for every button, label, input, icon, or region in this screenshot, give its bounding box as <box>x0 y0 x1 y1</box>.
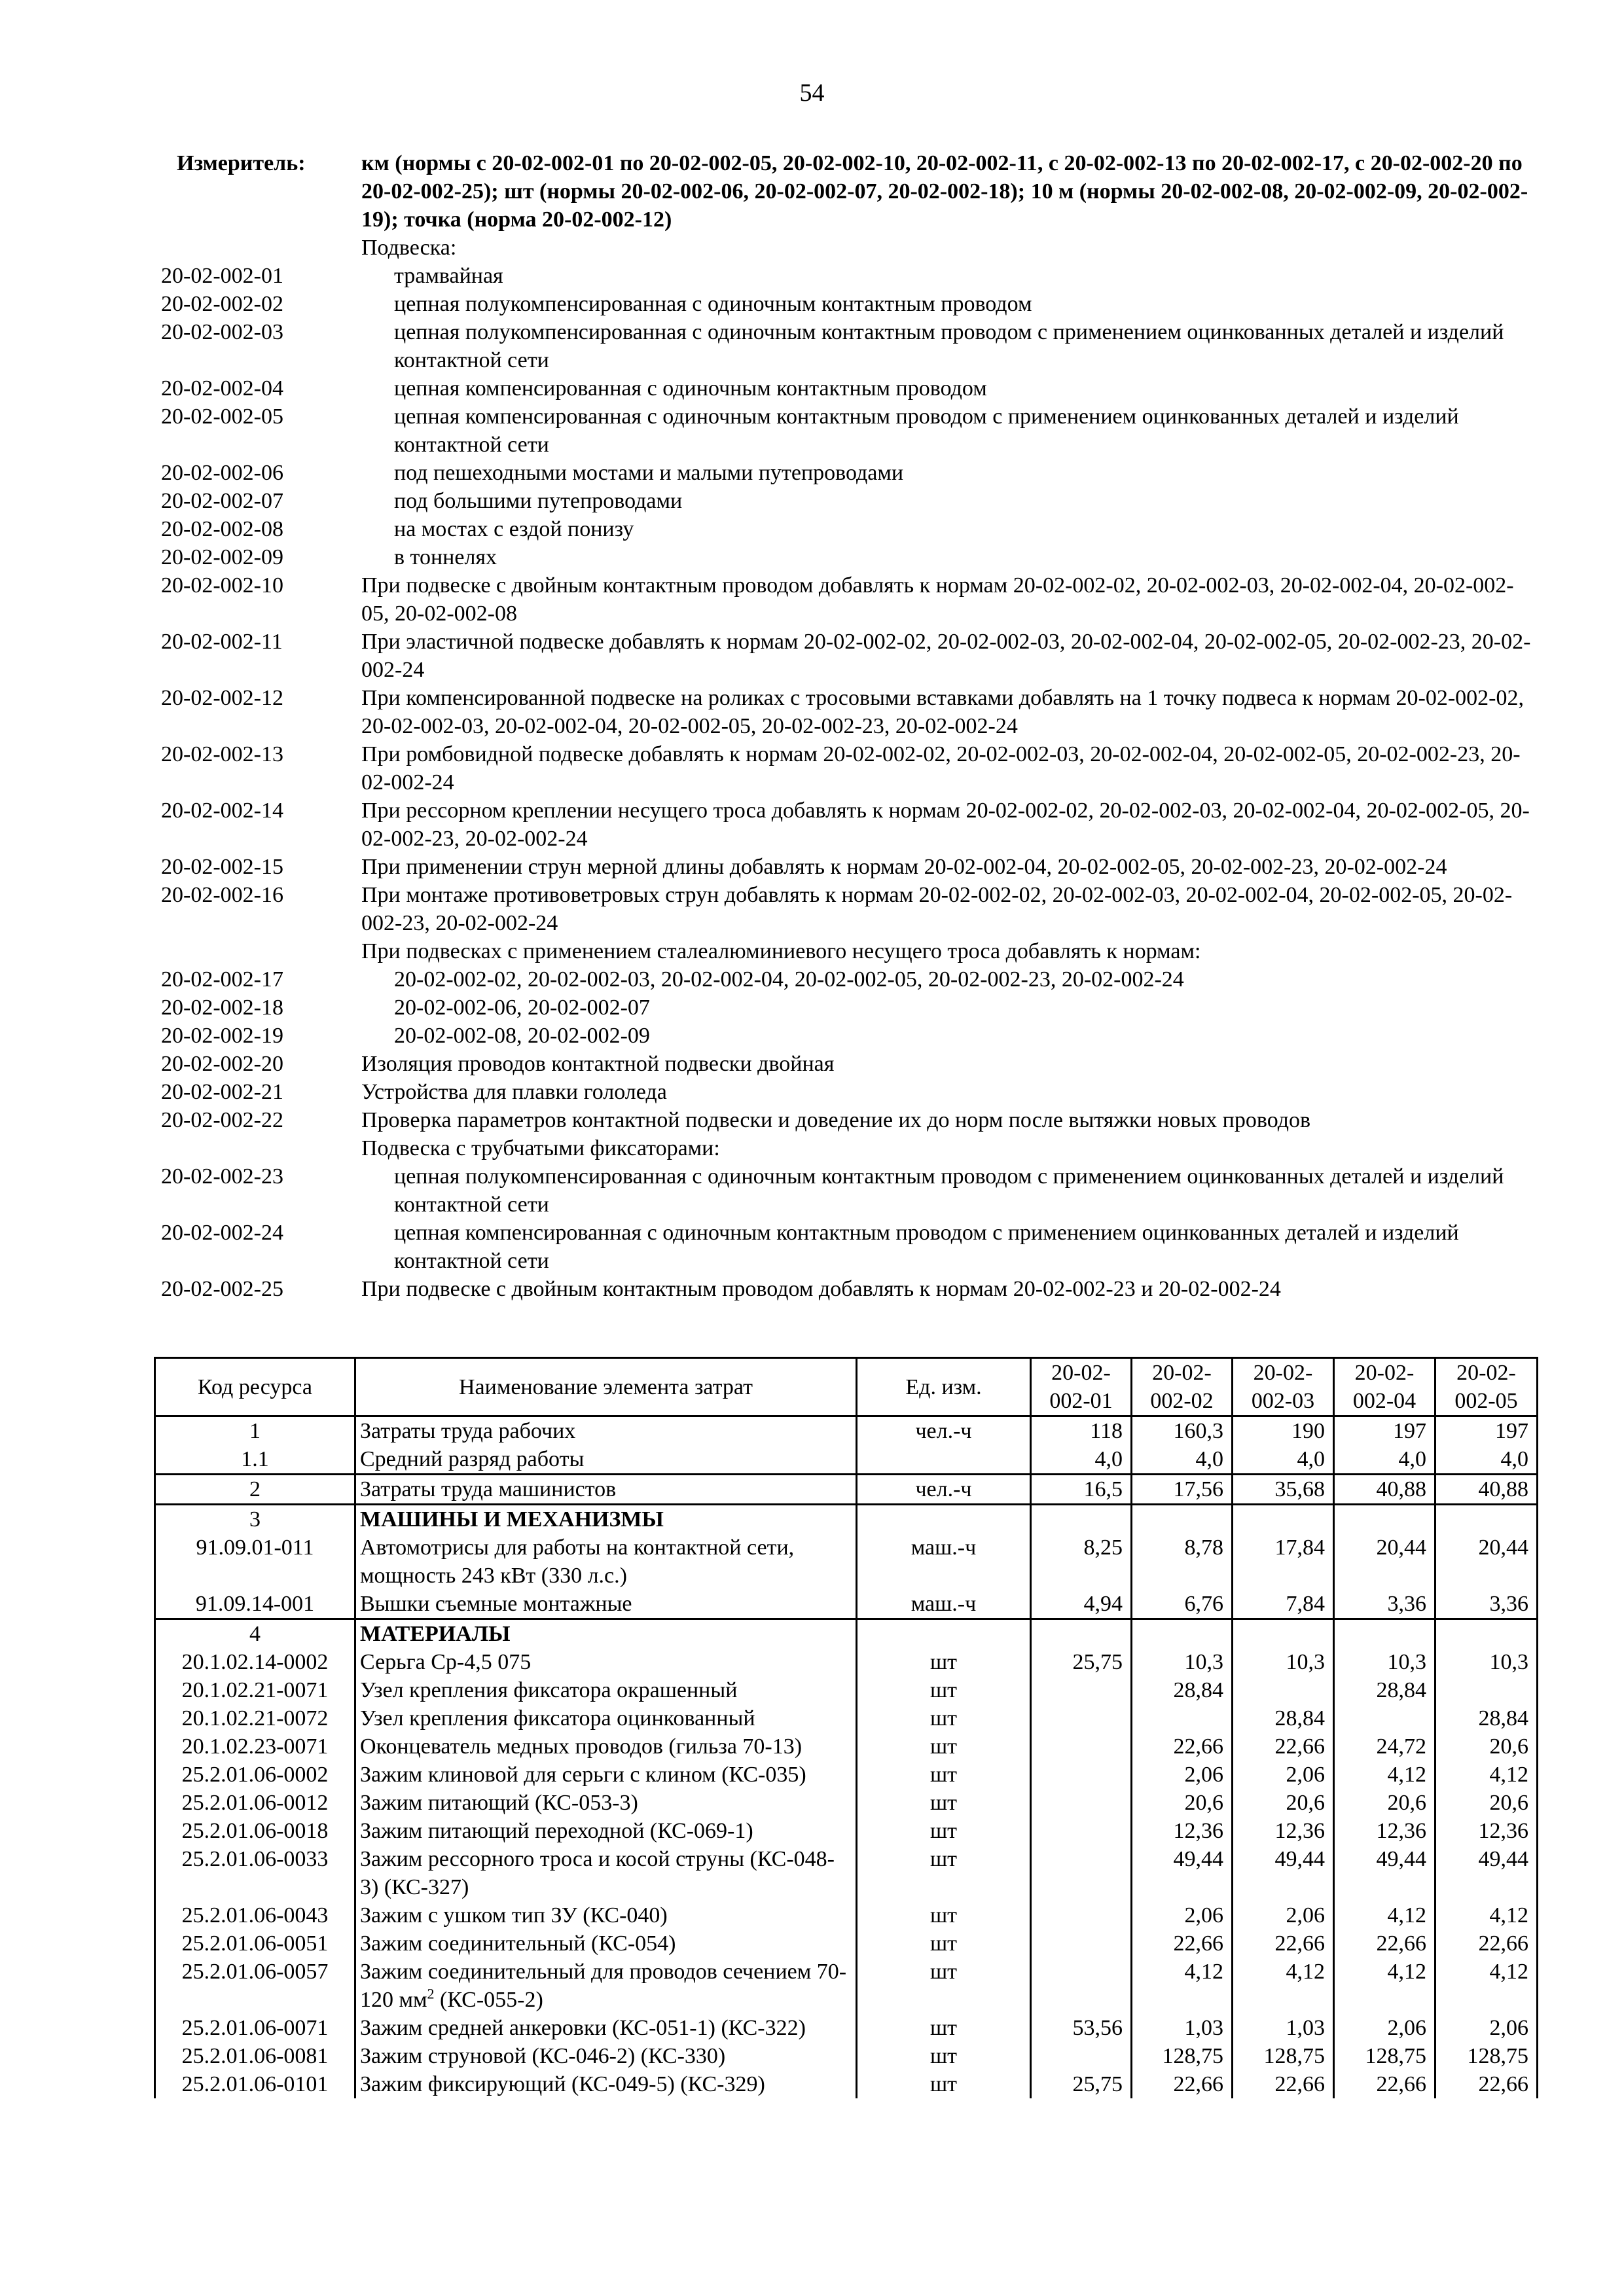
norm-row <box>0 318 1624 374</box>
value-cell <box>1031 1901 1132 1929</box>
header-col-1: 20-02-002-01 <box>1031 1358 1132 1416</box>
table-row <box>155 1648 1538 1676</box>
value-cell: 22,66 <box>1132 1929 1233 1958</box>
value-cell: 20,6 <box>1233 1789 1334 1817</box>
value-cell: 28,84 <box>1334 1676 1435 1704</box>
resource-name: Зажим средней анкеровки (КС-051-1) (КС-322) <box>355 2014 857 2042</box>
value-cell: 4,12 <box>1334 1958 1435 2014</box>
table-header-row <box>155 1358 1538 1416</box>
value-cell: 4,0 <box>1334 1445 1435 1475</box>
resource-code: 25.2.01.06-0101 <box>155 2070 355 2098</box>
resource-name: Зажим рессорного троса и косой струны (КС-048-3) (КС-327) <box>355 1845 857 1901</box>
value-cell: 4,12 <box>1435 1761 1538 1789</box>
value-cell <box>1132 1704 1233 1732</box>
resource-name: Затраты труда машинистов <box>355 1475 857 1505</box>
norm-description: При эластичной подвеске добавлять к нормам 20-02-002-02, 20-02-002-03, 20-02-002-04, 20-02-002-05, 20-02-002-23, 20-02-002-24 <box>361 630 1531 682</box>
resource-name: Средний разряд работы <box>355 1445 857 1475</box>
value-cell: 4,12 <box>1334 1901 1435 1929</box>
norm-description: Устройства для плавки гололеда <box>361 1080 667 1104</box>
value-cell: 160,3 <box>1132 1416 1233 1446</box>
resource-code: 25.2.01.06-0018 <box>155 1817 355 1845</box>
value-cell: 28,84 <box>1233 1704 1334 1732</box>
value-cell <box>1031 1761 1132 1789</box>
measure-label: Измеритель: <box>177 151 306 175</box>
norm-description: Подвеска с трубчатыми фиксаторами: <box>361 1136 720 1160</box>
value-cell <box>1031 1845 1132 1901</box>
resource-unit: шт <box>857 2042 1031 2070</box>
table-row <box>155 1901 1538 1929</box>
value-cell: 10,3 <box>1334 1648 1435 1676</box>
norm-description: 20-02-002-06, 20-02-002-07 <box>394 996 650 1020</box>
norm-code: 20-02-002-25 <box>161 1277 283 1301</box>
resource-name: Зажим клиновой для серьги с клином (КС-035) <box>355 1761 857 1789</box>
norm-row <box>0 881 1624 937</box>
value-cell: 20,6 <box>1435 1789 1538 1817</box>
norm-code: 20-02-002-15 <box>161 855 283 879</box>
norm-code: 20-02-002-18 <box>161 996 283 1020</box>
value-cell: 4,0 <box>1031 1445 1132 1475</box>
table-row <box>155 1789 1538 1817</box>
resource-code: 91.09.01-011 <box>155 1534 355 1590</box>
norms-list <box>0 234 1624 1303</box>
value-cell: 4,12 <box>1233 1958 1334 2014</box>
norm-description: цепная компенсированная с одиночным контактным проводом с применением оцинкованных деталей и изделий контактной сети <box>394 404 1459 457</box>
resource-unit: шт <box>857 1648 1031 1676</box>
value-cell: 49,44 <box>1435 1845 1538 1901</box>
norm-row <box>0 965 1624 994</box>
value-cell: 40,88 <box>1334 1475 1435 1505</box>
resource-code: 1.1 <box>155 1445 355 1475</box>
value-cell: 4,12 <box>1435 1958 1538 2014</box>
header-col-3: 20-02-002-03 <box>1233 1358 1334 1416</box>
value-cell <box>1031 1789 1132 1817</box>
resource-code: 25.2.01.06-0033 <box>155 1845 355 1901</box>
value-cell <box>1233 1505 1334 1534</box>
value-cell: 22,66 <box>1435 1929 1538 1958</box>
unit-superscript: 2 <box>427 1985 435 2002</box>
norm-code: 20-02-002-20 <box>161 1052 283 1076</box>
value-cell: 16,5 <box>1031 1475 1132 1505</box>
table-row <box>155 1590 1538 1619</box>
value-cell: 10,3 <box>1233 1648 1334 1676</box>
norm-code: 20-02-002-08 <box>161 517 283 541</box>
table-row <box>155 1817 1538 1845</box>
value-cell <box>1031 1619 1132 1649</box>
table-row <box>155 2014 1538 2042</box>
resource-unit: шт <box>857 1817 1031 1845</box>
resource-name: Зажим питающий переходной (КС-069-1) <box>355 1817 857 1845</box>
norm-row <box>0 1134 1624 1162</box>
value-cell: 2,06 <box>1132 1761 1233 1789</box>
norm-description: трамвайная <box>394 264 503 288</box>
norm-description: цепная компенсированная с одиночным контактным проводом с применением оцинкованных деталей и изделий контактной сети <box>394 1221 1459 1273</box>
value-cell: 35,68 <box>1233 1475 1334 1505</box>
norm-code: 20-02-002-11 <box>161 630 283 654</box>
value-cell: 1,03 <box>1233 2014 1334 2042</box>
resource-unit: шт <box>857 1732 1031 1761</box>
value-cell: 3,36 <box>1334 1590 1435 1619</box>
norm-description: в тоннелях <box>394 545 497 569</box>
norm-code: 20-02-002-21 <box>161 1080 283 1104</box>
norm-row <box>0 403 1624 459</box>
table-row <box>155 1534 1538 1590</box>
value-cell: 197 <box>1435 1416 1538 1446</box>
norm-code: 20-02-002-09 <box>161 545 283 569</box>
norm-row <box>0 290 1624 318</box>
value-cell: 22,66 <box>1132 1732 1233 1761</box>
header-code: Код ресурса <box>155 1358 355 1416</box>
value-cell: 25,75 <box>1031 2070 1132 2098</box>
norm-description: При монтаже противоветровых струн добавлять к нормам 20-02-002-02, 20-02-002-03, 20-02-002-04, 20-02-002-05, 20-02-002-23, 20-02-002-24 <box>361 883 1513 935</box>
header-name: Наименование элемента затрат <box>355 1358 857 1416</box>
norm-row <box>0 1022 1624 1050</box>
norm-description: Проверка параметров контактной подвески и доведение их до норм после вытяжки новых проводов <box>361 1108 1311 1132</box>
value-cell: 25,75 <box>1031 1648 1132 1676</box>
value-cell: 2,06 <box>1132 1901 1233 1929</box>
value-cell: 20,6 <box>1334 1789 1435 1817</box>
resource-code: 1 <box>155 1416 355 1446</box>
value-cell <box>1132 1619 1233 1649</box>
header-col-5: 20-02-002-05 <box>1435 1358 1538 1416</box>
table-row <box>155 1505 1538 1534</box>
value-cell: 6,76 <box>1132 1590 1233 1619</box>
table-row <box>155 1704 1538 1732</box>
value-cell: 24,72 <box>1334 1732 1435 1761</box>
value-cell: 3,36 <box>1435 1590 1538 1619</box>
resource-code: 2 <box>155 1475 355 1505</box>
norm-code: 20-02-002-19 <box>161 1024 283 1048</box>
resource-code: 25.2.01.06-0002 <box>155 1761 355 1789</box>
value-cell: 2,06 <box>1233 1901 1334 1929</box>
value-cell: 128,75 <box>1233 2042 1334 2070</box>
norm-code: 20-02-002-04 <box>161 376 283 401</box>
value-cell: 22,66 <box>1334 1929 1435 1958</box>
norm-description: Подвеска: <box>361 236 457 260</box>
norm-row <box>0 994 1624 1022</box>
resource-name: Вышки съемные монтажные <box>355 1590 857 1619</box>
value-cell: 22,66 <box>1435 2070 1538 2098</box>
value-cell: 2,06 <box>1233 1761 1334 1789</box>
resource-name: Зажим фиксирующий (КС-049-5) (КС-329) <box>355 2070 857 2098</box>
value-cell: 7,84 <box>1233 1590 1334 1619</box>
resource-name: Зажим струновой (КС-046-2) (КС-330) <box>355 2042 857 2070</box>
norm-row <box>0 543 1624 571</box>
norm-code: 20-02-002-03 <box>161 320 283 344</box>
value-cell: 4,12 <box>1334 1761 1435 1789</box>
norm-row <box>0 853 1624 881</box>
resource-name: МАТЕРИАЛЫ <box>355 1619 857 1649</box>
resource-code: 20.1.02.14-0002 <box>155 1648 355 1676</box>
value-cell <box>1031 1732 1132 1761</box>
value-cell <box>1031 2042 1132 2070</box>
table-row <box>155 1761 1538 1789</box>
resource-unit: шт <box>857 1901 1031 1929</box>
resource-name: Узел крепления фиксатора окрашенный <box>355 1676 857 1704</box>
value-cell <box>1233 1619 1334 1649</box>
resource-unit: шт <box>857 1958 1031 2014</box>
value-cell <box>1435 1676 1538 1704</box>
norm-row <box>0 571 1624 628</box>
resource-unit: шт <box>857 1761 1031 1789</box>
value-cell <box>1233 1676 1334 1704</box>
value-cell: 4,0 <box>1132 1445 1233 1475</box>
resource-code: 25.2.01.06-0057 <box>155 1958 355 2014</box>
table-row <box>155 1445 1538 1475</box>
norm-description: 20-02-002-02, 20-02-002-03, 20-02-002-04, 20-02-002-05, 20-02-002-23, 20-02-002-24 <box>394 967 1184 992</box>
norm-description: цепная полукомпенсированная с одиночным контактным проводом с применением оцинкованных деталей и изделий контактной сети <box>394 320 1504 372</box>
value-cell: 8,25 <box>1031 1534 1132 1590</box>
value-cell <box>1334 1704 1435 1732</box>
value-cell: 4,0 <box>1435 1445 1538 1475</box>
norm-row <box>0 937 1624 965</box>
resource-code: 25.2.01.06-0012 <box>155 1789 355 1817</box>
value-cell: 2,06 <box>1334 2014 1435 2042</box>
norm-description: 20-02-002-08, 20-02-002-09 <box>394 1024 650 1048</box>
value-cell: 22,66 <box>1132 2070 1233 2098</box>
value-cell: 12,36 <box>1435 1817 1538 1845</box>
value-cell: 4,0 <box>1233 1445 1334 1475</box>
norm-row <box>0 1275 1624 1303</box>
value-cell: 10,3 <box>1132 1648 1233 1676</box>
page-number: 54 <box>799 79 825 107</box>
value-cell: 22,66 <box>1233 1929 1334 1958</box>
resource-code: 20.1.02.23-0071 <box>155 1732 355 1761</box>
table-row <box>155 1845 1538 1901</box>
resource-unit: шт <box>857 1704 1031 1732</box>
norm-description: цепная полукомпенсированная с одиночным контактным проводом с применением оцинкованных деталей и изделий контактной сети <box>394 1164 1504 1217</box>
value-cell: 1,03 <box>1132 2014 1233 2042</box>
resource-name-tail: (КС-055-2) <box>434 1988 543 2012</box>
value-cell: 20,44 <box>1435 1534 1538 1590</box>
resource-unit: маш.-ч <box>857 1534 1031 1590</box>
norm-code: 20-02-002-13 <box>161 742 283 766</box>
norm-row <box>0 374 1624 403</box>
header-unit: Ед. изм. <box>857 1358 1031 1416</box>
norm-description: При рессорном креплении несущего троса добавлять к нормам 20-02-002-02, 20-02-002-03, 20-02-002-04, 20-02-002-05, 20-02-002-23, 20-02-002-24 <box>361 798 1530 851</box>
value-cell: 28,84 <box>1132 1676 1233 1704</box>
value-cell: 12,36 <box>1233 1817 1334 1845</box>
value-cell <box>1031 1676 1132 1704</box>
norm-code: 20-02-002-07 <box>161 489 283 513</box>
resource-name: МАШИНЫ И МЕХАНИЗМЫ <box>355 1505 857 1534</box>
norm-description: При ромбовидной подвеске добавлять к нормам 20-02-002-02, 20-02-002-03, 20-02-002-04, 20-02-002-05, 20-02-002-23, 20-02-002-24 <box>361 742 1521 795</box>
norm-code: 20-02-002-12 <box>161 686 283 710</box>
norm-row <box>0 740 1624 797</box>
value-cell: 40,88 <box>1435 1475 1538 1505</box>
table-row <box>155 1929 1538 1958</box>
value-cell <box>1334 1505 1435 1534</box>
resource-unit <box>857 1505 1031 1534</box>
value-cell: 118 <box>1031 1416 1132 1446</box>
resource-unit: чел.-ч <box>857 1475 1031 1505</box>
resource-name: Оконцеватель медных проводов (гильза 70-13) <box>355 1732 857 1761</box>
value-cell: 17,56 <box>1132 1475 1233 1505</box>
table-body <box>155 1416 1538 2099</box>
norm-description: При подвесках с применением сталеалюминиевого несущего троса добавлять к нормам: <box>361 939 1201 963</box>
value-cell <box>1031 1704 1132 1732</box>
value-cell: 22,66 <box>1334 2070 1435 2098</box>
resource-name: Затраты труда рабочих <box>355 1416 857 1446</box>
norm-description: под большими путепроводами <box>394 489 683 513</box>
norm-description: При компенсированной подвеске на роликах с тросовыми вставками добавлять на 1 точку подвеса к нормам 20-02-002-02, 20-02-002-03, 20-02-002-04, 20-02-002-05, 20-02-002-23, 20-02-002-24 <box>361 686 1524 738</box>
norm-code: 20-02-002-10 <box>161 573 283 598</box>
resource-unit: чел.-ч <box>857 1416 1031 1446</box>
norm-description: под пешеходными мостами и малыми путепроводами <box>394 461 904 485</box>
value-cell: 20,6 <box>1435 1732 1538 1761</box>
value-cell: 22,66 <box>1233 1732 1334 1761</box>
norm-code: 20-02-002-06 <box>161 461 283 485</box>
measure-text: км (нормы с 20-02-002-01 по 20-02-002-05, 20-02-002-10, 20-02-002-11, с 20-02-002-13 по 20-02-002-17, с 20-02-002-20 по 20-02-002-25); шт (нормы 20-02-002-06, 20-02-002-07, 20-02-002-18); 10 м (нормы 20-02-002-08, 20-02-002-09, 20-02-002-19); точка (норма 20-02-002-12) <box>361 151 1528 232</box>
resource-unit: шт <box>857 2014 1031 2042</box>
norm-code: 20-02-002-14 <box>161 798 283 823</box>
resource-name-text: Зажим соединительный для проводов сечением 70-120 мм <box>360 1960 847 2012</box>
value-cell: 10,3 <box>1435 1648 1538 1676</box>
table-row <box>155 1732 1538 1761</box>
norm-code: 20-02-002-02 <box>161 292 283 316</box>
value-cell: 4,12 <box>1132 1958 1233 2014</box>
value-cell: 17,84 <box>1233 1534 1334 1590</box>
norm-code: 20-02-002-24 <box>161 1221 283 1245</box>
norm-row <box>0 684 1624 740</box>
value-cell: 49,44 <box>1233 1845 1334 1901</box>
table-row <box>155 1958 1538 2014</box>
norm-row <box>0 515 1624 543</box>
norm-code: 20-02-002-23 <box>161 1164 283 1189</box>
table-row <box>155 2042 1538 2070</box>
resources-table <box>154 1357 1538 2098</box>
value-cell <box>1334 1619 1435 1649</box>
table-row <box>155 1619 1538 1649</box>
resource-code: 25.2.01.06-0071 <box>155 2014 355 2042</box>
norm-row <box>0 1162 1624 1219</box>
resource-name: Узел крепления фиксатора оцинкованный <box>355 1704 857 1732</box>
norm-row <box>0 1050 1624 1078</box>
resource-unit <box>857 1619 1031 1649</box>
resource-code: 20.1.02.21-0072 <box>155 1704 355 1732</box>
resource-unit <box>857 1445 1031 1475</box>
value-cell: 22,66 <box>1233 2070 1334 2098</box>
header-col-2: 20-02-002-02 <box>1132 1358 1233 1416</box>
norm-row <box>0 1106 1624 1134</box>
norm-code: 20-02-002-17 <box>161 967 283 992</box>
norm-row <box>0 1078 1624 1106</box>
value-cell: 12,36 <box>1334 1817 1435 1845</box>
norm-code: 20-02-002-16 <box>161 883 283 907</box>
resource-name: Серьга Ср-4,5 075 <box>355 1648 857 1676</box>
value-cell: 197 <box>1334 1416 1435 1446</box>
value-cell: 20,6 <box>1132 1789 1233 1817</box>
norm-row <box>0 628 1624 684</box>
resource-code: 20.1.02.21-0071 <box>155 1676 355 1704</box>
value-cell: 20,44 <box>1334 1534 1435 1590</box>
resource-unit: шт <box>857 1929 1031 1958</box>
value-cell: 49,44 <box>1334 1845 1435 1901</box>
value-cell: 28,84 <box>1435 1704 1538 1732</box>
norm-description: При применении струн мерной длины добавлять к нормам 20-02-002-04, 20-02-002-05, 20-02-002-23, 20-02-002-24 <box>361 855 1447 879</box>
norm-description: на мостах с ездой понизу <box>394 517 634 541</box>
value-cell: 2,06 <box>1435 2014 1538 2042</box>
value-cell: 8,78 <box>1132 1534 1233 1590</box>
norm-row <box>0 234 1624 262</box>
resource-unit: шт <box>857 1676 1031 1704</box>
resource-code: 25.2.01.06-0051 <box>155 1929 355 1958</box>
value-cell <box>1031 1929 1132 1958</box>
norm-description: Изоляция проводов контактной подвески двойная <box>361 1052 835 1076</box>
norm-description: При подвеске с двойным контактным проводом добавлять к нормам 20-02-002-02, 20-02-002-03, 20-02-002-04, 20-02-002-05, 20-02-002-08 <box>361 573 1514 626</box>
value-cell: 12,36 <box>1132 1817 1233 1845</box>
norm-code: 20-02-002-05 <box>161 404 283 429</box>
value-cell: 128,75 <box>1435 2042 1538 2070</box>
value-cell: 53,56 <box>1031 2014 1132 2042</box>
resource-code: 3 <box>155 1505 355 1534</box>
value-cell <box>1031 1817 1132 1845</box>
value-cell: 128,75 <box>1334 2042 1435 2070</box>
norm-row <box>0 1219 1624 1275</box>
value-cell <box>1435 1505 1538 1534</box>
value-cell <box>1435 1619 1538 1649</box>
norm-row <box>0 459 1624 487</box>
value-cell: 49,44 <box>1132 1845 1233 1901</box>
norm-row <box>0 797 1624 853</box>
resource-unit: маш.-ч <box>857 1590 1031 1619</box>
value-cell: 190 <box>1233 1416 1334 1446</box>
value-cell: 128,75 <box>1132 2042 1233 2070</box>
resource-name <box>355 1958 857 2014</box>
resource-name: Автомотрисы для работы на контактной сети, мощность 243 кВт (330 л.с.) <box>355 1534 857 1590</box>
resource-code: 91.09.14-001 <box>155 1590 355 1619</box>
norm-row <box>0 487 1624 515</box>
resource-unit: шт <box>857 2070 1031 2098</box>
resource-name: Зажим питающий (КС-053-3) <box>355 1789 857 1817</box>
value-cell <box>1132 1505 1233 1534</box>
norm-description: При подвеске с двойным контактным проводом добавлять к нормам 20-02-002-23 и 20-02-002-24 <box>361 1277 1281 1301</box>
value-cell <box>1031 1505 1132 1534</box>
norm-code: 20-02-002-01 <box>161 264 283 288</box>
value-cell: 4,94 <box>1031 1590 1132 1619</box>
header-col-4: 20-02-002-04 <box>1334 1358 1435 1416</box>
norm-description: цепная полукомпенсированная с одиночным контактным проводом <box>394 292 1032 316</box>
value-cell <box>1031 1958 1132 2014</box>
value-cell: 4,12 <box>1435 1901 1538 1929</box>
resource-code: 25.2.01.06-0043 <box>155 1901 355 1929</box>
table-row <box>155 2070 1538 2098</box>
norm-row <box>0 262 1624 290</box>
resource-code: 25.2.01.06-0081 <box>155 2042 355 2070</box>
resource-code: 4 <box>155 1619 355 1649</box>
norm-code: 20-02-002-22 <box>161 1108 283 1132</box>
table-row <box>155 1416 1538 1446</box>
resource-name: Зажим с ушком тип ЗУ (КС-040) <box>355 1901 857 1929</box>
resource-name: Зажим соединительный (КС-054) <box>355 1929 857 1958</box>
table-row <box>155 1676 1538 1704</box>
table-row <box>155 1475 1538 1505</box>
norm-description: цепная компенсированная с одиночным контактным проводом <box>394 376 987 401</box>
resource-unit: шт <box>857 1845 1031 1901</box>
resource-unit: шт <box>857 1789 1031 1817</box>
